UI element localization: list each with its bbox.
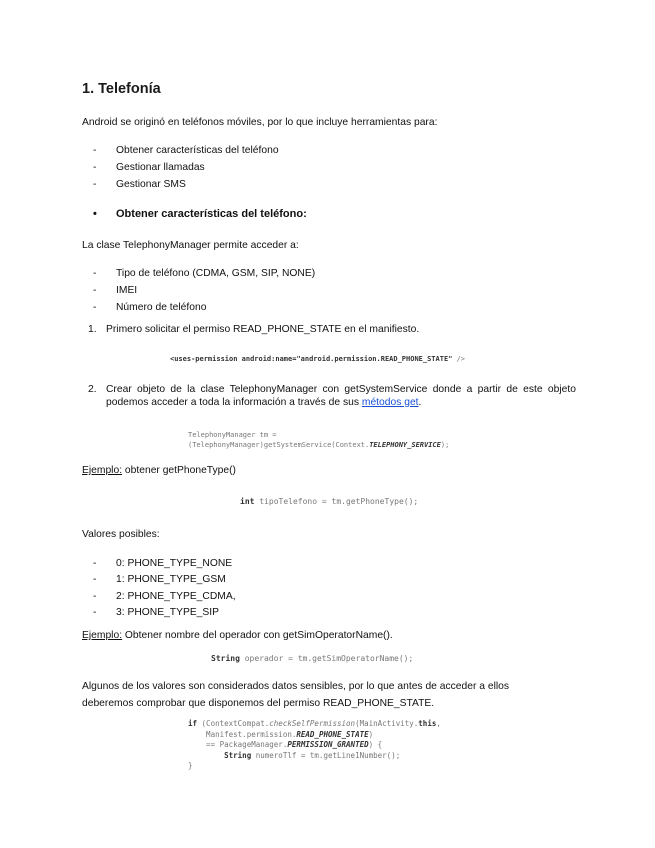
list-item: 1: PHONE_TYPE_GSM xyxy=(116,574,226,585)
sensitive-paragraph-line: Algunos de los valores son considerados datos sensibles, por lo que antes de acceder a ellos xyxy=(82,681,510,692)
list-item: Gestionar llamadas xyxy=(116,162,205,173)
list-item: Obtener características del teléfono xyxy=(116,145,279,156)
list-dash: - xyxy=(93,268,97,279)
subsection-heading: Obtener características del teléfono: xyxy=(116,208,307,220)
bullet-icon: • xyxy=(93,208,97,220)
code-get-sim-operator: String operador = tm.getSimOperatorName(); xyxy=(211,654,414,663)
list-item: 2: PHONE_TYPE_CDMA, xyxy=(116,591,236,602)
code-get-phone-type: int tipoTelefono = tm.getPhoneType(); xyxy=(240,497,419,506)
list-dash: - xyxy=(93,574,97,585)
list-item: 3: PHONE_TYPE_SIP xyxy=(116,607,220,618)
list-item: Número de teléfono xyxy=(116,302,207,313)
sensitive-paragraph-line: deberemos comprobar que disponemos del permiso READ_PHONE_STATE. xyxy=(82,698,435,709)
list-item: 0: PHONE_TYPE_NONE xyxy=(116,558,233,569)
list-dash: - xyxy=(93,162,97,173)
values-label: Valores posibles: xyxy=(82,529,160,540)
list-item: IMEI xyxy=(116,285,138,296)
example-label: Ejemplo: obtener getPhoneType() xyxy=(82,465,236,476)
code-check-permission: if (ContextCompat.checkSelfPermission(MainActivity.this, Manifest.permission.READ_PHONE_STATE) == PackageManager.PERMISSION_GRANTED) { String numeroTlf = tm.getLine1Number(); } xyxy=(188,719,441,770)
list-dash: - xyxy=(93,285,97,296)
code-telephony-manager: TelephonyManager tm = (TelephonyManager)getSystemService(Context.TELEPHONY_SERVICE); xyxy=(188,431,450,449)
step-text: Primero solicitar el permiso READ_PHONE_STATE en el manifiesto. xyxy=(106,324,420,335)
intro-paragraph: Android se originó en teléfonos móviles, por lo que incluye herramientas para: xyxy=(82,117,438,128)
list-dash: - xyxy=(93,179,97,190)
list-dash: - xyxy=(93,591,97,602)
list-dash: - xyxy=(93,145,97,156)
list-dash: - xyxy=(93,558,97,569)
example-label: Ejemplo: Obtener nombre del operador con getSimOperatorName(). xyxy=(82,630,393,641)
section-heading: 1. Telefonía xyxy=(82,81,161,97)
class-intro-paragraph: La clase TelephonyManager permite acceder a: xyxy=(82,240,299,251)
step-number: 2. xyxy=(88,384,97,395)
list-dash: - xyxy=(93,302,97,313)
list-dash: - xyxy=(93,607,97,618)
step-number: 1. xyxy=(88,324,97,335)
code-manifest-permission: <uses-permission android:name="android.permission.READ_PHONE_STATE" /> xyxy=(170,355,466,363)
list-item: Tipo de teléfono (CDMA, GSM, SIP, NONE) xyxy=(116,268,316,279)
step-text: Crear objeto de la clase TelephonyManager con getSystemService donde a partir de este objeto podemos acceder a toda la información a través de sus métodos get. xyxy=(106,384,576,408)
methods-get-link[interactable]: métodos get xyxy=(361,397,419,408)
list-item: Gestionar SMS xyxy=(116,179,186,190)
